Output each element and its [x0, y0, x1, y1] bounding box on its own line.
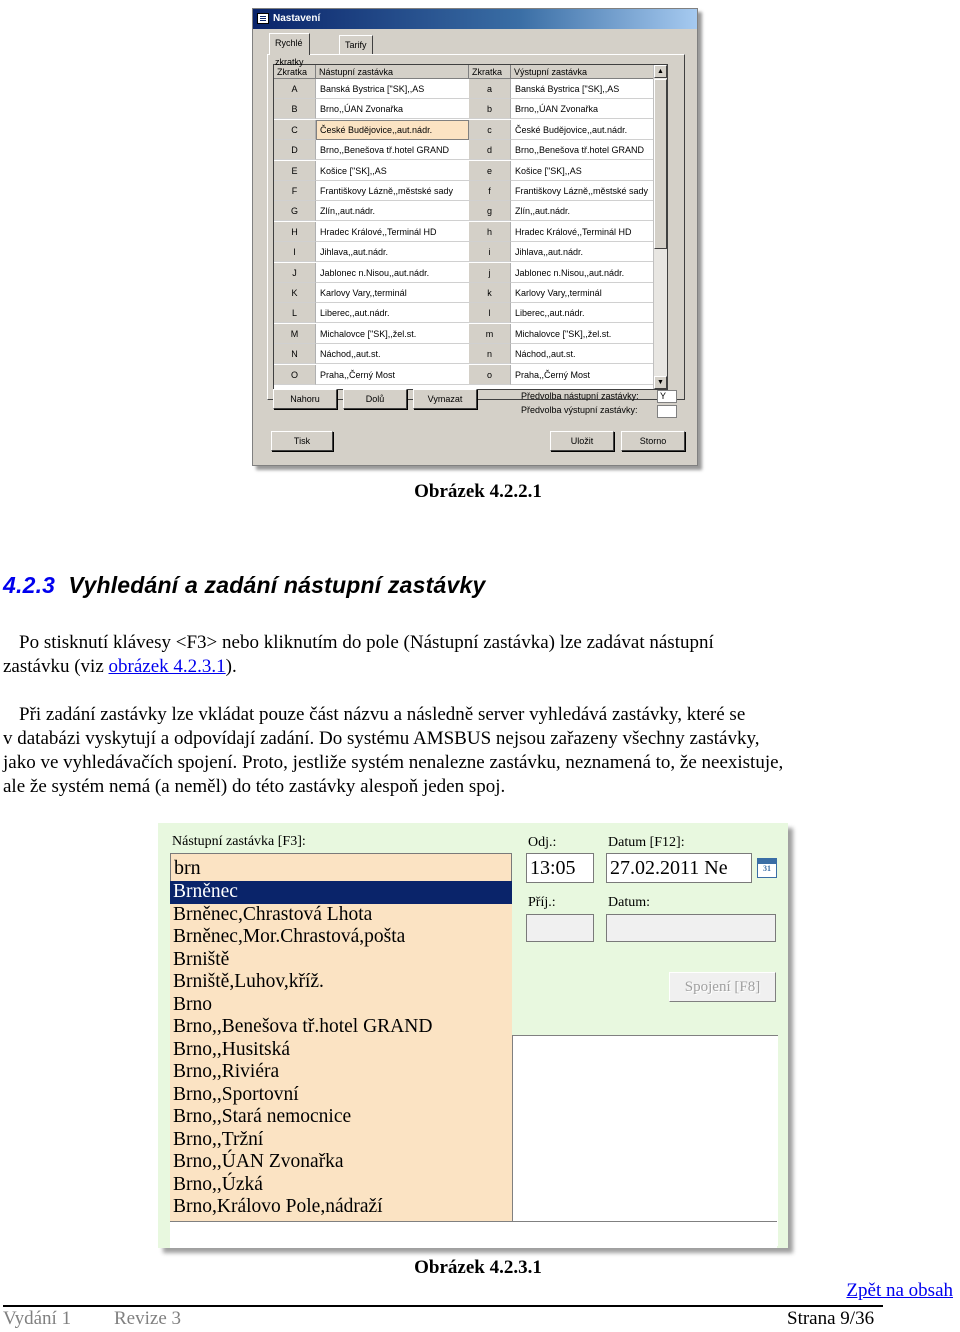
row-nastupni-zastavka[interactable]: Náchod,,aut.st. [316, 344, 469, 364]
footer-rule [3, 1305, 883, 1307]
back-to-contents-link[interactable]: Zpět na obsah [846, 1280, 953, 1301]
suggestion-item[interactable]: Brněnec [170, 881, 512, 904]
dolu-button[interactable]: Dolů [343, 389, 407, 409]
suggestion-list[interactable] [170, 881, 512, 1221]
suggestion-item[interactable]: Brno [173, 993, 212, 1015]
datum2-input[interactable] [606, 914, 776, 942]
spojeni-button[interactable]: Spojení [F8] [669, 972, 776, 1002]
predvolba-vystupni-input[interactable] [657, 405, 677, 418]
row-vystupni-zastavka[interactable]: Františkovy Lázně,,městské sady [511, 181, 656, 201]
nahoru-button[interactable]: Nahoru [273, 389, 337, 409]
row-vystupni-zastavka[interactable]: Liberec,,aut.nádr. [511, 303, 656, 323]
row-nastupni-zastavka[interactable]: Košice ["SK],,AS [316, 161, 469, 181]
row-zkratka-2[interactable]: f [469, 181, 511, 201]
paragraph-2-line-1: Při zadání zastávky lze vkládat pouze část názvu a následně server vyhledává zastávky, které se [19, 704, 746, 725]
datum-input[interactable]: 27.02.2011 Ne [606, 853, 752, 883]
figure-caption-2: Obrázek 4.2.3.1 [414, 1257, 542, 1278]
row-zkratka[interactable]: D [274, 140, 316, 160]
scroll-up-icon[interactable]: ▲ [654, 65, 667, 78]
row-nastupni-zastavka[interactable]: Brno,,ÚAN Zvonařka [316, 99, 469, 119]
footer-strana: Strana 9/36 [787, 1308, 875, 1329]
datum-label: Datum [F12]: [608, 835, 685, 850]
row-zkratka-2[interactable]: n [469, 344, 511, 364]
scroll-down-icon[interactable]: ▼ [654, 376, 667, 389]
row-zkratka-2[interactable]: a [469, 79, 511, 99]
suggestion-item[interactable]: Brněnec,Chrastová Lhota [173, 903, 373, 925]
tisk-button[interactable]: Tisk [271, 431, 333, 451]
row-vystupni-zastavka[interactable]: Brno,,Benešova tř.hotel GRAND [511, 140, 656, 160]
row-vystupni-zastavka[interactable]: Náchod,,aut.st. [511, 344, 656, 364]
row-nastupni-zastavka[interactable]: České Budějovice,,aut.nádr. [316, 120, 469, 140]
suggestion-item[interactable]: Brno,Královo Pole,nádraží [173, 1196, 383, 1217]
window-icon [257, 13, 269, 24]
bottom-strip [170, 1221, 777, 1248]
section-number: 4.2.3 [3, 572, 56, 598]
row-nastupni-zastavka[interactable]: Michalovce ["SK],,žel.st. [316, 324, 469, 344]
prij-input[interactable] [526, 914, 594, 942]
row-zkratka-2[interactable]: j [469, 263, 511, 283]
nastupni-zastavka-label: Nástupní zastávka [F3]: [172, 834, 306, 849]
paragraph-2-line-3: jako ve vyhledávačích spojení. Proto, jestliže systém nenalezne zastávku, neznamená to, že neexistuje, [3, 752, 784, 773]
column-header-nastupni[interactable]: Nástupní zastávka [316, 65, 469, 79]
row-zkratka-2[interactable]: h [469, 222, 511, 242]
row-zkratka[interactable]: G [274, 201, 316, 221]
row-nastupni-zastavka[interactable]: Hradec Králové,,Terminál HD [316, 222, 469, 242]
row-vystupni-zastavka[interactable]: Karlovy Vary,,terminál [511, 283, 656, 303]
suggestion-item[interactable]: Brno,,Sportovní [173, 1083, 299, 1105]
settings-dialog [252, 8, 698, 466]
row-zkratka[interactable]: L [274, 303, 316, 323]
suggestion-item[interactable]: Brno,,Riviéra [173, 1061, 280, 1082]
row-zkratka[interactable]: H [274, 222, 316, 242]
row-nastupni-zastavka[interactable]: Zlín,,aut.nádr. [316, 201, 469, 221]
column-header-zkratka[interactable]: Zkratka [274, 65, 316, 79]
row-zkratka[interactable]: N [274, 344, 316, 364]
row-zkratka[interactable]: E [274, 161, 316, 181]
row-zkratka[interactable]: I [274, 242, 316, 262]
shortcuts-grid[interactable] [273, 64, 668, 390]
row-vystupni-zastavka[interactable]: Praha,,Černý Most [511, 365, 656, 385]
calendar-icon[interactable]: 31 [757, 858, 777, 878]
row-zkratka-2[interactable]: k [469, 283, 511, 303]
row-nastupni-zastavka[interactable]: Jablonec n.Nisou,,aut.nádr. [316, 263, 469, 283]
section-heading [3, 572, 485, 599]
row-zkratka-2[interactable]: e [469, 161, 511, 181]
row-nastupni-zastavka[interactable]: Jihlava,,aut.nádr. [316, 242, 469, 262]
row-zkratka[interactable]: C [274, 120, 316, 140]
predvolba-vystupni-label: Předvolba výstupní zastávky: [521, 405, 638, 415]
odj-label: Odj.: [528, 835, 557, 850]
row-zkratka-2[interactable]: i [469, 242, 511, 262]
row-zkratka[interactable]: F [274, 181, 316, 201]
suggestion-item[interactable]: Brno,,Stará nemocnice [173, 1106, 352, 1127]
row-vystupni-zastavka[interactable]: Jihlava,,aut.nádr. [511, 242, 656, 262]
paragraph-2 [3, 703, 953, 799]
tab-rychle-zkratky[interactable]: Rychlé zkratky [269, 33, 310, 55]
storno-button[interactable]: Storno [621, 431, 685, 451]
predvolba-nastupni-label: Předvolba nástupní zastávky: [521, 391, 639, 401]
suggestion-item[interactable]: Brněnec,Mor.Chrastová,pošta [173, 926, 406, 947]
row-zkratka-2[interactable]: g [469, 201, 511, 221]
odj-input[interactable]: 13:05 [526, 853, 594, 883]
dialog-title: Nastavení [273, 13, 321, 24]
paragraph-2-line-2: v databázi vyskytují a odpovídají zadání. Do systému AMSBUS nejsou zařazeny všechny zastávky, [3, 728, 760, 749]
row-zkratka[interactable]: J [274, 263, 316, 283]
dialog-titlebar [253, 9, 697, 29]
datum2-label: Datum: [608, 895, 650, 910]
row-zkratka[interactable]: M [274, 324, 316, 344]
row-zkratka-2[interactable]: l [469, 303, 511, 323]
vymazat-button[interactable]: Vymazat [413, 389, 477, 409]
row-zkratka-2[interactable]: c [469, 120, 511, 140]
suggestion-item[interactable]: Brno,,Husitská [173, 1038, 290, 1060]
row-vystupni-zastavka[interactable]: České Budějovice,,aut.nádr. [511, 120, 656, 140]
figure-caption-1: Obrázek 4.2.2.1 [414, 481, 542, 502]
suggestion-item[interactable]: Brno,,Tržní [173, 1128, 264, 1150]
grid-scrollbar[interactable] [653, 65, 667, 389]
suggestion-item[interactable]: Brno,,ÚAN Zvonařka [173, 1151, 344, 1172]
footer-vydani: Vydání 1 [3, 1308, 72, 1329]
row-vystupni-zastavka[interactable]: Michalovce ["SK],,žel.st. [511, 324, 656, 344]
column-header-vystupni[interactable]: Výstupní zastávka [511, 65, 656, 79]
row-nastupni-zastavka[interactable]: Brno,,Benešova tř.hotel GRAND [316, 140, 469, 160]
row-vystupni-zastavka[interactable]: Hradec Králové,,Terminál HD [511, 222, 656, 242]
row-zkratka-2[interactable]: o [469, 365, 511, 385]
nastupni-zastavka-input[interactable]: brn [170, 853, 512, 883]
row-vystupni-zastavka[interactable]: Jablonec n.Nisou,,aut.nádr. [511, 263, 656, 283]
paragraph-2-line-4: ale že systém nemá (a neměl) do této zastávky alespoň jeden spoj. [3, 776, 506, 797]
suggestion-item[interactable]: Brniště,Luhov,kříž. [173, 971, 324, 992]
results-panel [512, 1035, 778, 1246]
row-zkratka[interactable]: B [274, 99, 316, 119]
paragraph-1-line-2: zastávku (viz obrázek 4.2.3.1). [3, 656, 237, 677]
row-vystupni-zastavka[interactable]: Brno,,ÚAN Zvonařka [511, 99, 656, 119]
row-nastupni-zastavka[interactable]: Banská Bystrica ["SK],,AS [316, 79, 469, 99]
paragraph-1 [3, 631, 903, 679]
predvolba-nastupni-input[interactable]: Y [657, 390, 677, 403]
row-zkratka-2[interactable]: b [469, 99, 511, 119]
row-zkratka-2[interactable]: m [469, 324, 511, 344]
row-nastupni-zastavka[interactable]: Karlovy Vary,,terminál [316, 283, 469, 303]
row-zkratka[interactable]: A [274, 79, 316, 99]
scroll-thumb[interactable] [654, 79, 667, 249]
row-nastupni-zastavka[interactable]: Františkovy Lázně,,městské sady [316, 181, 469, 201]
row-nastupni-zastavka[interactable]: Praha,,Černý Most [316, 365, 469, 385]
suggestion-item[interactable]: Brno,,Úzká [173, 1173, 263, 1195]
column-header-zkratka-2[interactable]: Zkratka [469, 65, 511, 79]
section-title: Vyhledání a zadání nástupní zastávky [68, 572, 486, 598]
suggestion-item[interactable]: Brno,,Benešova tř.hotel GRAND [173, 1016, 433, 1037]
row-zkratka[interactable]: K [274, 283, 316, 303]
figure-link[interactable]: obrázek 4.2.3.1 [108, 656, 226, 677]
row-zkratka-2[interactable]: d [469, 140, 511, 160]
suggestion-item[interactable]: Brniště [173, 948, 230, 970]
row-vystupni-zastavka[interactable]: Banská Bystrica ["SK],,AS [511, 79, 656, 99]
footer-revize: Revize 3 [114, 1308, 182, 1329]
row-nastupni-zastavka[interactable]: Liberec,,aut.nádr. [316, 303, 469, 323]
row-zkratka[interactable]: O [274, 365, 316, 385]
paragraph-1-line-1: Po stisknutí klávesy <F3> nebo kliknutím do pole (Nástupní zastávka) lze zadávat nástupní [19, 632, 714, 653]
prij-label: Příj.: [528, 895, 556, 910]
row-vystupni-zastavka[interactable]: Košice ["SK],,AS [511, 161, 656, 181]
tab-tarify[interactable]: Tarify [339, 35, 373, 55]
ulozit-button[interactable]: Uložit [550, 431, 614, 451]
row-vystupni-zastavka[interactable]: Zlín,,aut.nádr. [511, 201, 656, 221]
